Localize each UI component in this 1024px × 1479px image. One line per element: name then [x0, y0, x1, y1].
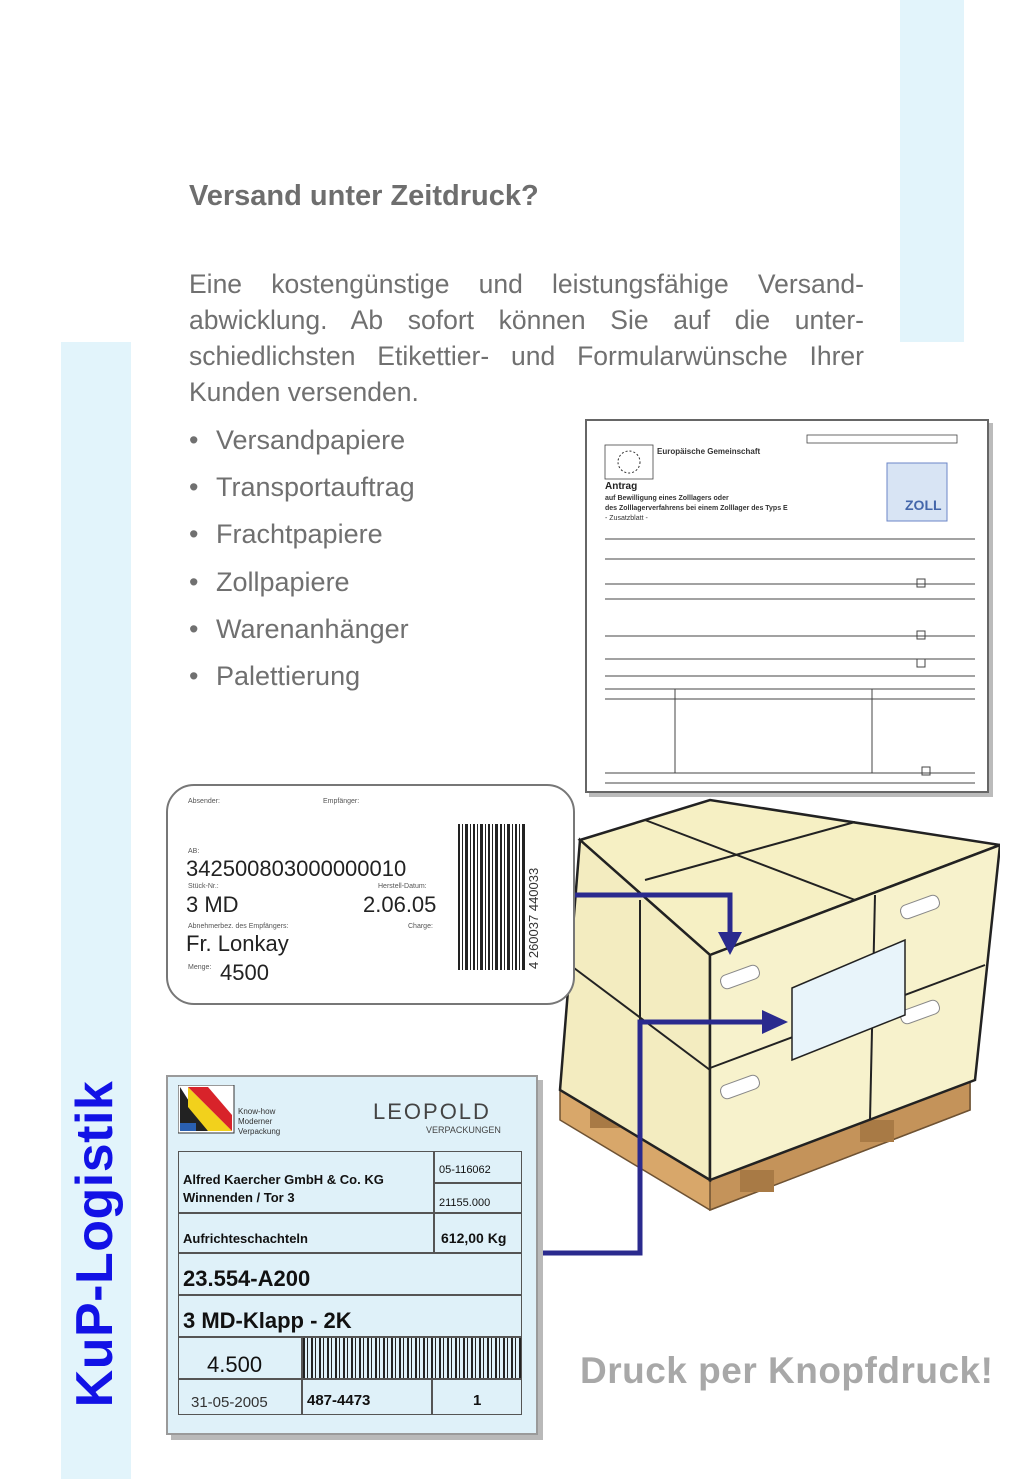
ref-cell	[434, 1151, 522, 1183]
order-number: 487-4473	[307, 1392, 371, 1409]
field-label: Absender:	[188, 798, 220, 805]
tagline: Verpackung	[238, 1127, 281, 1136]
form-subtitle: auf Bewilligung eines Zolllagers oder	[605, 495, 729, 502]
company-sub: VERPACKUNGEN	[426, 1125, 501, 1135]
quantity-value: 4500	[220, 960, 269, 985]
item-cell	[178, 1213, 434, 1253]
contact-value: Fr. Lonkay	[186, 931, 289, 956]
list-item: • Transportauftrag	[189, 468, 415, 515]
barcode	[302, 1337, 522, 1379]
item-name: Aufrichteschachteln	[183, 1231, 308, 1246]
product-name: 3 MD-Klapp - 2K	[183, 1308, 352, 1333]
list-item: • Warenanhänger	[189, 610, 415, 657]
qty-cell	[178, 1337, 302, 1379]
order-cell	[302, 1379, 432, 1415]
ref2-cell	[434, 1183, 522, 1213]
form-title: Antrag	[605, 481, 638, 492]
zoll-logo: ZOLL	[905, 497, 942, 513]
shipping-label-leopold	[166, 1075, 538, 1435]
form-subtitle: des Zolllagerverfahrens bei einem Zolllager des Typs E	[605, 505, 788, 512]
slogan: Druck per Knopfdruck!	[580, 1350, 994, 1391]
field-label: Stück-Nr.:	[188, 883, 219, 890]
tagline: Moderner	[238, 1117, 273, 1126]
leopold-logo-icon	[178, 1085, 236, 1135]
shipping-label-1	[166, 784, 575, 1005]
ref-number: 05-116062	[439, 1164, 491, 1176]
form-subtitle: - Zusatzblatt -	[605, 515, 648, 522]
tagline: Know-how	[238, 1107, 276, 1116]
form-lines	[587, 421, 987, 791]
list-item: • Zollpapiere	[189, 563, 415, 610]
list-item: • Palettierung	[189, 657, 415, 704]
pallet-number: 1	[473, 1392, 482, 1409]
ref-number-2: 21155.000	[439, 1197, 491, 1209]
product-cell	[178, 1295, 522, 1337]
weight-cell	[434, 1213, 522, 1253]
service-list	[189, 421, 415, 704]
unit-value: 3 MD	[186, 892, 239, 917]
pallet-cell	[432, 1379, 522, 1415]
field-label: Abnehmerbez. des Empfängers:	[188, 923, 289, 930]
date-value: 31-05-2005	[191, 1394, 268, 1411]
pallet-illustration	[530, 790, 1000, 1260]
date-cell	[178, 1379, 302, 1415]
date-value: 2.06.05	[363, 892, 437, 917]
customs-form-document	[585, 419, 989, 793]
field-label: Herstell-Datum:	[378, 883, 427, 890]
article-number: 342500803000000010	[186, 856, 407, 881]
form-issuer: Europäische Gemeinschaft	[657, 447, 761, 456]
intro-paragraph: Eine kostengünstige und leistungsfähige Versand-abwicklung. Ab sofort können Sie auf die unter-schiedlichsten Etikettier- und Formularwünsche Ihrer Kunden versenden.	[189, 269, 864, 407]
accent-band-top-right	[900, 0, 964, 342]
customer-cell	[178, 1151, 434, 1213]
qty-value: 4.500	[207, 1352, 263, 1377]
weight-value: 612,00 Kg	[441, 1230, 507, 1246]
article-number: 23.554-A200	[183, 1266, 311, 1291]
company-name: LEOPOLD	[373, 1099, 491, 1124]
list-item: • Versandpapiere	[189, 421, 415, 468]
list-item: • Frachtpapiere	[189, 515, 415, 562]
field-label: Menge:	[188, 964, 212, 971]
customer-location: Winnenden / Tor 3	[183, 1190, 295, 1205]
field-label: Empfänger:	[323, 798, 360, 805]
page-heading: Versand unter Zeitdruck?	[189, 180, 539, 212]
barcode-number: 4 260037 440033	[526, 867, 541, 969]
field-label: AB:	[188, 848, 200, 855]
customer-name: Alfred Kaercher GmbH & Co. KG	[183, 1172, 384, 1187]
article-cell	[178, 1253, 522, 1295]
brand-vertical-title: KuP-Logistik	[66, 1080, 124, 1408]
field-label: Charge:	[408, 923, 433, 930]
